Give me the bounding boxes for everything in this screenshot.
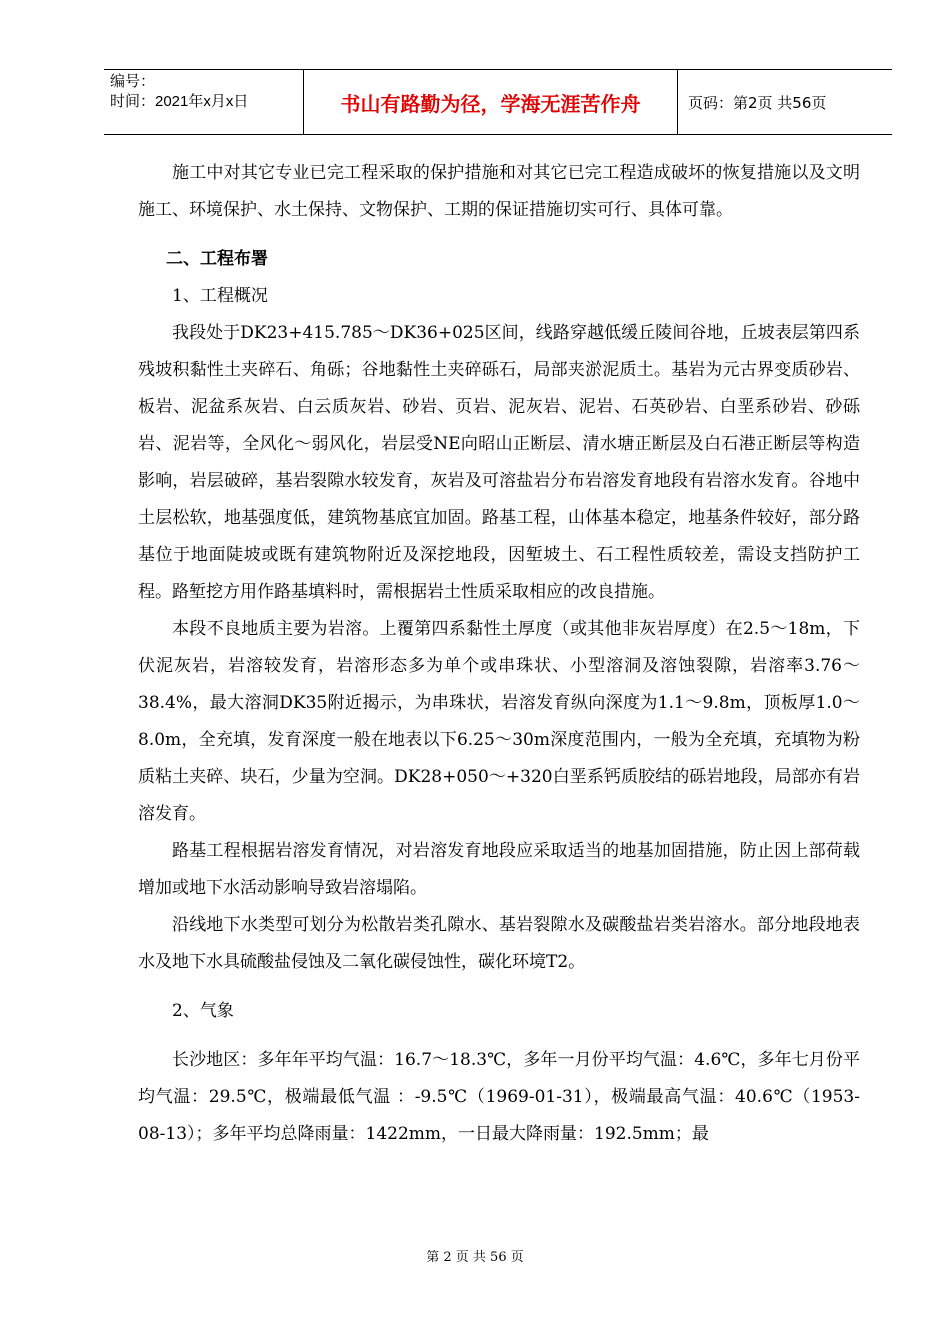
- time-label: 时间：2021年x月x日: [110, 93, 249, 110]
- section-title: 二、工程布署: [166, 249, 268, 269]
- intro-paragraph: 施工中对其它专业已完工程采取的保护措施和对其它已完工程造成破坏的恢复措施以及文明施工、环境保护、水土保持、文物保护、工期的保证措施切实可行、具体可靠。: [138, 163, 860, 220]
- page-footer: 第 2 页 共 56 页: [426, 1250, 524, 1265]
- header-page-label: 页码：第2页 共56页: [688, 93, 827, 112]
- document-header: [104, 69, 892, 135]
- header-motto: 书山有路勤为径，学海无涯苦作舟: [304, 70, 678, 134]
- document-body: [138, 155, 860, 1153]
- groundwater-paragraph: 沿线地下水类型可划分为松散岩类孔隙水、基岩裂隙水及碳酸盐岩类岩溶水。部分地段地表水及地下水具硫酸盐侵蚀及二氧化碳侵蚀性，碳化环境T2。: [138, 915, 860, 972]
- climate-paragraph: 长沙地区：多年年平均气温：16.7～18.3℃，多年一月份平均气温：4.6℃，多年七月份平均气温：29.5℃，极端最低气温 ：-9.5℃（1969-01-31），极端最高气温：40.6℃（1953-08-13）；多年平均总降雨量：1422mm，一日最大降雨量：192.5mm；最: [138, 1050, 860, 1144]
- number-label: 编号：: [110, 73, 156, 90]
- subsection-title-climate: 2、气象: [172, 1001, 234, 1021]
- subsection-title-overview: 1、工程概况: [172, 286, 268, 306]
- overview-paragraph: 我段处于DK23+415.785～DK36+025区间，线路穿越低缓丘陵间谷地，丘坡表层第四系残坡积黏性土夹碎石、角砾；谷地黏性土夹碎砾石，局部夹淤泥质土。基岩为元古界变质砂岩、板岩、泥盆系灰岩、白云质灰岩、砂岩、页岩、泥灰岩、泥岩、石英砂岩、白垩系砂岩、砂砾岩、泥岩等，全风化～弱风化，岩层受NE向昭山正断层、清水塘正断层及白石港正断层等构造影响，岩层破碎，基岩裂隙水较发育，灰岩及可溶盐岩分布岩溶发育地段有岩溶水发育。谷地中土层松软，地基强度低，建筑物基底宜加固。路基工程，山体基本稳定，地基条件较好，部分路基位于地面陡坡或既有建筑物附近及深挖地段，因堑坡土、石工程性质较差，需设支挡防护工程。路堑挖方用作路基填料时，需根据岩土性质采取相应的改良措施。: [138, 323, 860, 602]
- subgrade-paragraph: 路基工程根据岩溶发育情况，对岩溶发育地段应采取适当的地基加固措施，防止因上部荷载增加或地下水活动影响导致岩溶塌陷。: [138, 841, 860, 898]
- header-meta: [104, 70, 304, 134]
- karst-paragraph: 本段不良地质主要为岩溶。上覆第四系黏性土厚度（或其他非灰岩厚度）在2.5～18m，下伏泥灰岩，岩溶较发育，岩溶形态多为单个或串珠状、小型溶洞及溶蚀裂隙，岩溶率3.76～38.4%，最大溶洞DK35附近揭示，为串珠状，岩溶发育纵向深度为1.1～9.8m，顶板厚1.0～8.0m，全充填，发育深度一般在地表以下6.25～30m深度范围内，一般为全充填，充填物为粉质粘土夹碎、块石，少量为空洞。DK28+050～+320白垩系钙质胶结的砾岩地段，局部亦有岩溶发育。: [138, 619, 860, 824]
